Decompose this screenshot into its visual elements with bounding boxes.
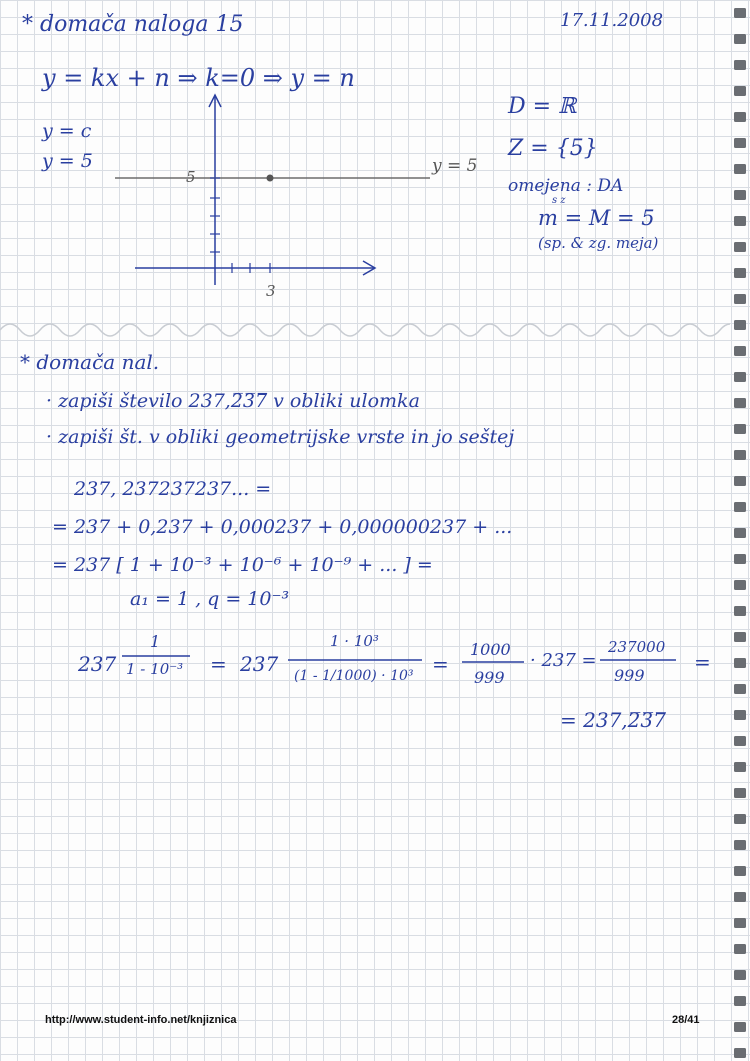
date: 17.11.2008 [560,10,664,31]
binding-hole [734,138,746,148]
y-tick-label: 5 [186,168,196,186]
binding-hole [734,398,746,408]
binding-hole [734,684,746,694]
frac-d-bar [600,658,678,662]
equation-y-c: y = c [42,120,92,142]
notebook-binding [730,0,750,1061]
frac-c-suffix: · 237 = [530,650,597,671]
bullet-range: Z = {5} [508,136,598,161]
frac-a-prefix: 237 [78,652,117,676]
binding-hole [734,788,746,798]
binding-hole [734,450,746,460]
binding-hole [734,996,746,1006]
binding-hole [734,424,746,434]
binding-hole [734,814,746,824]
binding-hole [734,892,746,902]
binding-hole [734,762,746,772]
frac-d-numerator: 237000 [608,638,666,656]
point-3-5 [267,175,274,182]
frac-b-prefix: 237 [240,652,279,676]
equals-3: = [694,650,711,674]
task2-item-2: · zapiši št. v obliki geometrijske vrste in jo seštej [46,426,515,448]
calc-line-3: = 237 [ 1 + 10⁻³ + 10⁻⁶ + 10⁻⁹ + ... ] = [52,554,433,576]
bullet-domain: D = ℝ [508,94,577,119]
binding-hole [734,60,746,70]
task2-item-1: · zapiši število 237,2̅3̅7̅ v obliki ulomka [46,390,420,412]
binding-hole [734,294,746,304]
binding-hole [734,710,746,720]
binding-hole [734,34,746,44]
equals-1: = [210,652,227,676]
frac-b-denominator: (1 - 1/1000) · 10³ [294,668,414,684]
binding-hole [734,606,746,616]
binding-hole [734,1048,746,1058]
binding-hole [734,528,746,538]
binding-hole [734,970,746,980]
calc-line-4: a₁ = 1 , q = 10⁻³ [130,588,290,610]
frac-a-numerator: 1 [150,632,161,651]
line-graph [100,90,500,300]
binding-hole [734,346,746,356]
binding-hole [734,502,746,512]
frac-c-denominator: 999 [474,668,505,687]
frac-a-denominator: 1 - 10⁻³ [126,660,184,678]
bullet-bounds-note: (sp. & zg. meja) [538,234,659,252]
bullet-bounded: omejena : DA [508,176,624,196]
frac-c-numerator: 1000 [470,640,511,659]
bullet-bounds: m = M = 5 [538,206,655,230]
binding-hole [734,1022,746,1032]
binding-hole [734,242,746,252]
binding-hole [734,476,746,486]
binding-hole [734,736,746,746]
binding-hole [734,164,746,174]
binding-hole [734,554,746,564]
final-result: = 237,2̅3̅7̅ [560,708,666,732]
equation-y-5: y = 5 [42,150,93,172]
binding-hole [734,320,746,330]
binding-hole [734,632,746,642]
line-label: y = 5 [432,156,478,176]
binding-hole [734,944,746,954]
calc-line-1: 237, 237237237... = [74,478,272,500]
binding-hole [734,580,746,590]
frac-b-numerator: 1 · 10³ [330,632,379,650]
frac-b-bar [288,658,424,662]
x-tick-label: 3 [266,282,276,300]
footer-url: http://www.student-info.net/knjiznica [45,1014,237,1026]
frac-d-denominator: 999 [614,666,645,685]
homework-title: * domača naloga 15 [22,12,244,37]
binding-hole [734,918,746,928]
equals-2: = [432,652,449,676]
calc-line-2: = 237 + 0,237 + 0,000237 + 0,000000237 + ... [52,516,513,538]
binding-hole [734,268,746,278]
binding-hole [734,840,746,850]
binding-hole [734,112,746,122]
wavy-separator [0,310,730,350]
bullet-small-letters: s z [552,195,566,206]
binding-hole [734,190,746,200]
frac-c-bar [462,660,526,664]
binding-hole [734,216,746,226]
binding-hole [734,8,746,18]
task2-heading: * domača nal. [20,350,160,374]
binding-hole [734,372,746,382]
binding-hole [734,658,746,668]
footer-page-number: 28/41 [672,1014,700,1026]
binding-hole [734,86,746,96]
frac-a-bar [122,654,192,658]
equation-line: y = kx + n ⇒ k=0 ⇒ y = n [42,64,355,92]
binding-hole [734,866,746,876]
